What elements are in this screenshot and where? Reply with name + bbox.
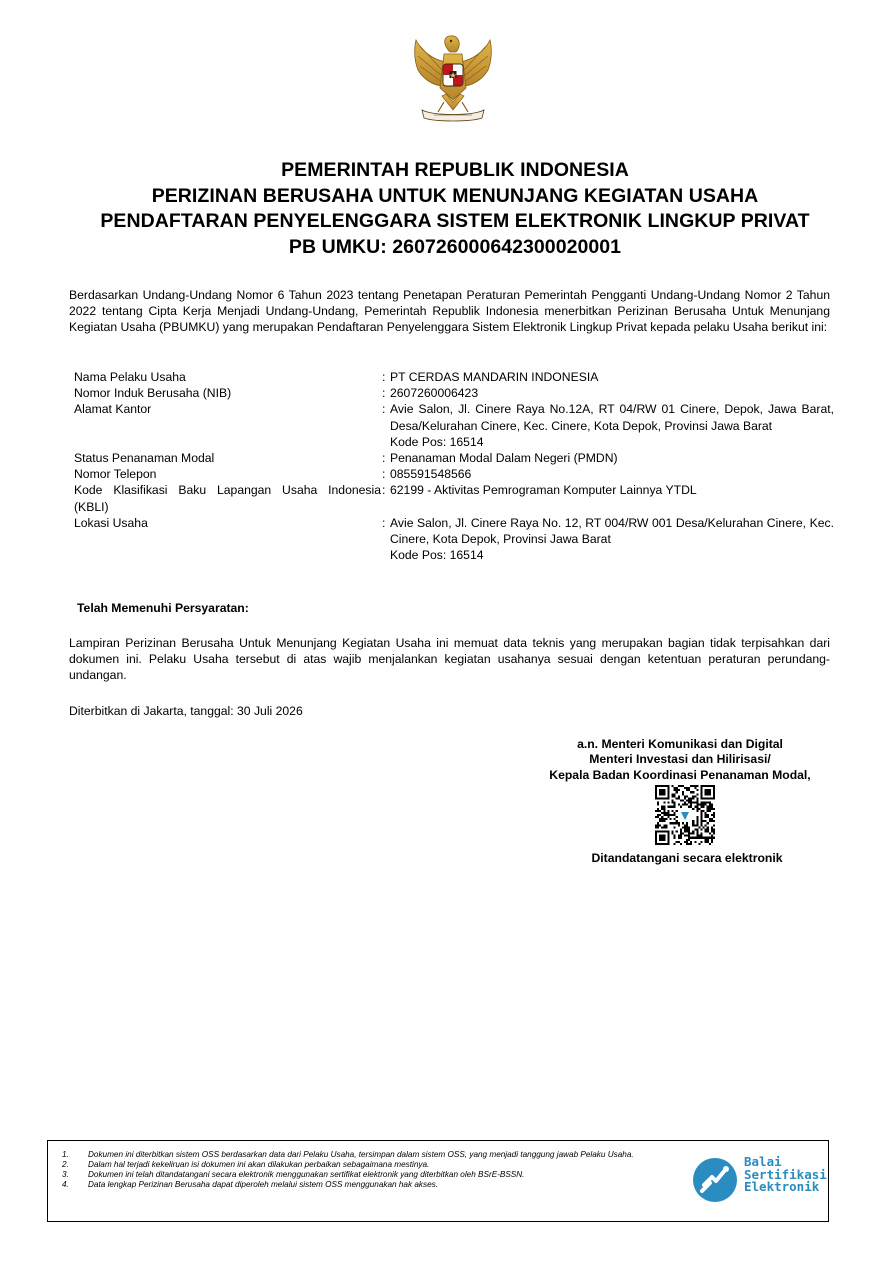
field-separator: : [382, 402, 386, 417]
field-separator: : [382, 386, 386, 401]
document-title [40, 158, 870, 260]
field-value-text: Avie Salon, Jl. Cinere Raya No.12A, RT 04/RW 01 Cinere, Depok, Jawa Barat, Desa/Kelurahan Cinere, Kec. Cinere, Kota Depok, Provinsi Jawa Barat [390, 402, 834, 433]
note-text: Dokumen ini diterbitkan sistem OSS berdasarkan data dari Pelaku Usaha, tersimpan dalam sistem OSS, yang menjadi tanggung jawab Pelaku Usaha. [88, 1150, 634, 1159]
title-line-3: PENDAFTARAN PENYELENGGARA SISTEM ELEKTRONIK LINGKUP PRIVAT [100, 210, 810, 232]
field-row-status [74, 450, 834, 466]
garuda-emblem-icon [408, 30, 498, 126]
field-separator: : [382, 451, 386, 466]
requirements-heading: Telah Memenuhi Persyaratan: [77, 601, 249, 615]
bsre-logo-text [744, 1156, 827, 1194]
field-value: PT CERDAS MANDARIN INDONESIA [390, 370, 599, 384]
title-line-2: PERIZINAN BERUSAHA UNTUK MENUNJANG KEGIATAN USAHA [151, 184, 759, 207]
footer-note [62, 1160, 682, 1170]
note-text: Dalam hal terjadi kekeliruan isi dokumen ini akan dilakukan perbaikan sebagaimana mestinya. [88, 1160, 430, 1170]
bsre-logo-icon [690, 1155, 740, 1205]
note-text: Data lengkap Perizinan Berusaha dapat diperoleh melalui sistem OSS menggunakan hak akses. [88, 1180, 438, 1190]
field-value-postal: Kode Pos: 16514 [390, 434, 484, 449]
intro-paragraph: Berdasarkan Undang-Undang Nomor 6 Tahun 2023 tentang Penetapan Peraturan Pemerintah Pengganti Undang-Undang Nomor 2 Tahun 2022 tentang Cipta Kerja Menjadi Undang-Undang, Pemerintah Republik Indonesia menerbitkan Perizinan Berusaha Untuk Menunjang Kegiatan Usaha (PBUMKU) yang merupakan Pendaftaran Penyelenggara Sistem Elektronik Lingkup Privat kepada pelaku Usaha berikut ini: [69, 288, 830, 335]
bsre-logo [688, 1149, 828, 1209]
field-value-postal: Kode Pos: 16514 [390, 548, 484, 563]
footer-note [62, 1150, 682, 1160]
field-label: Nama Pelaku Usaha [74, 370, 186, 384]
field-separator: : [382, 483, 386, 498]
field-row-kbli-cont [74, 499, 834, 515]
note-number: 2. [62, 1160, 69, 1170]
footer-note [62, 1180, 682, 1190]
signature-line-1: a.n. Menteri Komunikasi dan Digital [577, 737, 783, 751]
closing-paragraph: Lampiran Perizinan Berusaha Untuk Menunjang Kegiatan Usaha ini memuat data teknis yang merupakan bagian tidak terpisahkan dari dokumen ini. Pelaku Usaha tersebut di atas wajib menjalankan kegiatan usahanya sesuai dengan ketentuan peraturan perundang-undangan. [69, 636, 830, 683]
field-separator: : [382, 370, 386, 384]
field-label-continued: (KBLI) [74, 499, 109, 514]
signed-electronically: Ditandatangani secara elektronik [591, 851, 783, 865]
footer-note [62, 1170, 682, 1180]
field-label: Lokasi Usaha [74, 515, 148, 530]
title-line-4: PB UMKU: 260726000642300020001 [288, 235, 622, 258]
issued-date: Diterbitkan di Jakarta, tanggal: 30 Juli 2026 [69, 704, 303, 718]
footer-notes-list [62, 1150, 682, 1190]
field-label: Status Penanaman Modal [74, 451, 215, 466]
field-row-alamat [74, 401, 834, 450]
field-separator: : [382, 467, 386, 482]
field-value [390, 401, 834, 450]
business-details-table [74, 369, 834, 563]
field-value: 62199 - Aktivitas Pemrograman Komputer Lainnya YTDL [390, 483, 697, 498]
qr-code-icon [655, 785, 715, 845]
field-label: Alamat Kantor [74, 402, 152, 417]
signature-block [512, 737, 848, 783]
field-row-nama [74, 369, 834, 385]
field-row-kbli [74, 482, 834, 498]
field-value: Penanaman Modal Dalam Negeri (PMDN) [390, 451, 618, 466]
note-number: 1. [62, 1150, 69, 1159]
field-label: Kode Klasifikasi Baku Lapangan Usaha Indonesia [74, 483, 381, 498]
signature-line-3: Kepala Badan Koordinasi Penanaman Modal, [549, 767, 811, 782]
field-label: Nomor Induk Berusaha (NIB) [74, 386, 232, 401]
note-number: 3. [62, 1170, 69, 1180]
bsre-line-3: Elektronik [744, 1179, 820, 1194]
field-label: Nomor Telepon [74, 467, 157, 482]
note-number: 4. [62, 1180, 69, 1190]
field-value: 2607260006423 [390, 386, 479, 401]
field-value: 085591548566 [390, 467, 472, 482]
field-row-nib [74, 385, 834, 401]
bsre-line-1: Balai [744, 1154, 782, 1169]
field-row-lokasi [74, 515, 834, 564]
field-value-text: Avie Salon, Jl. Cinere Raya No. 12, RT 004/RW 001 Desa/Kelurahan Cinere, Kec. Cinere, Kota Depok, Provinsi Jawa Barat [390, 515, 834, 547]
signature-line-2: Menteri Investasi dan Hilirisasi/ [589, 752, 771, 767]
bsre-line-2: Sertifikasi [744, 1166, 827, 1182]
field-value [390, 515, 834, 564]
field-separator: : [382, 515, 386, 530]
field-row-telepon [74, 466, 834, 482]
title-line-1: PEMERINTAH REPUBLIK INDONESIA [281, 159, 629, 181]
note-text: Dokumen ini telah ditandatangani secara elektronik menggunakan sertifikat elektronik yang diterbitkan oleh BSrE-BSSN. [88, 1170, 525, 1180]
footer-notes-box [47, 1140, 829, 1222]
